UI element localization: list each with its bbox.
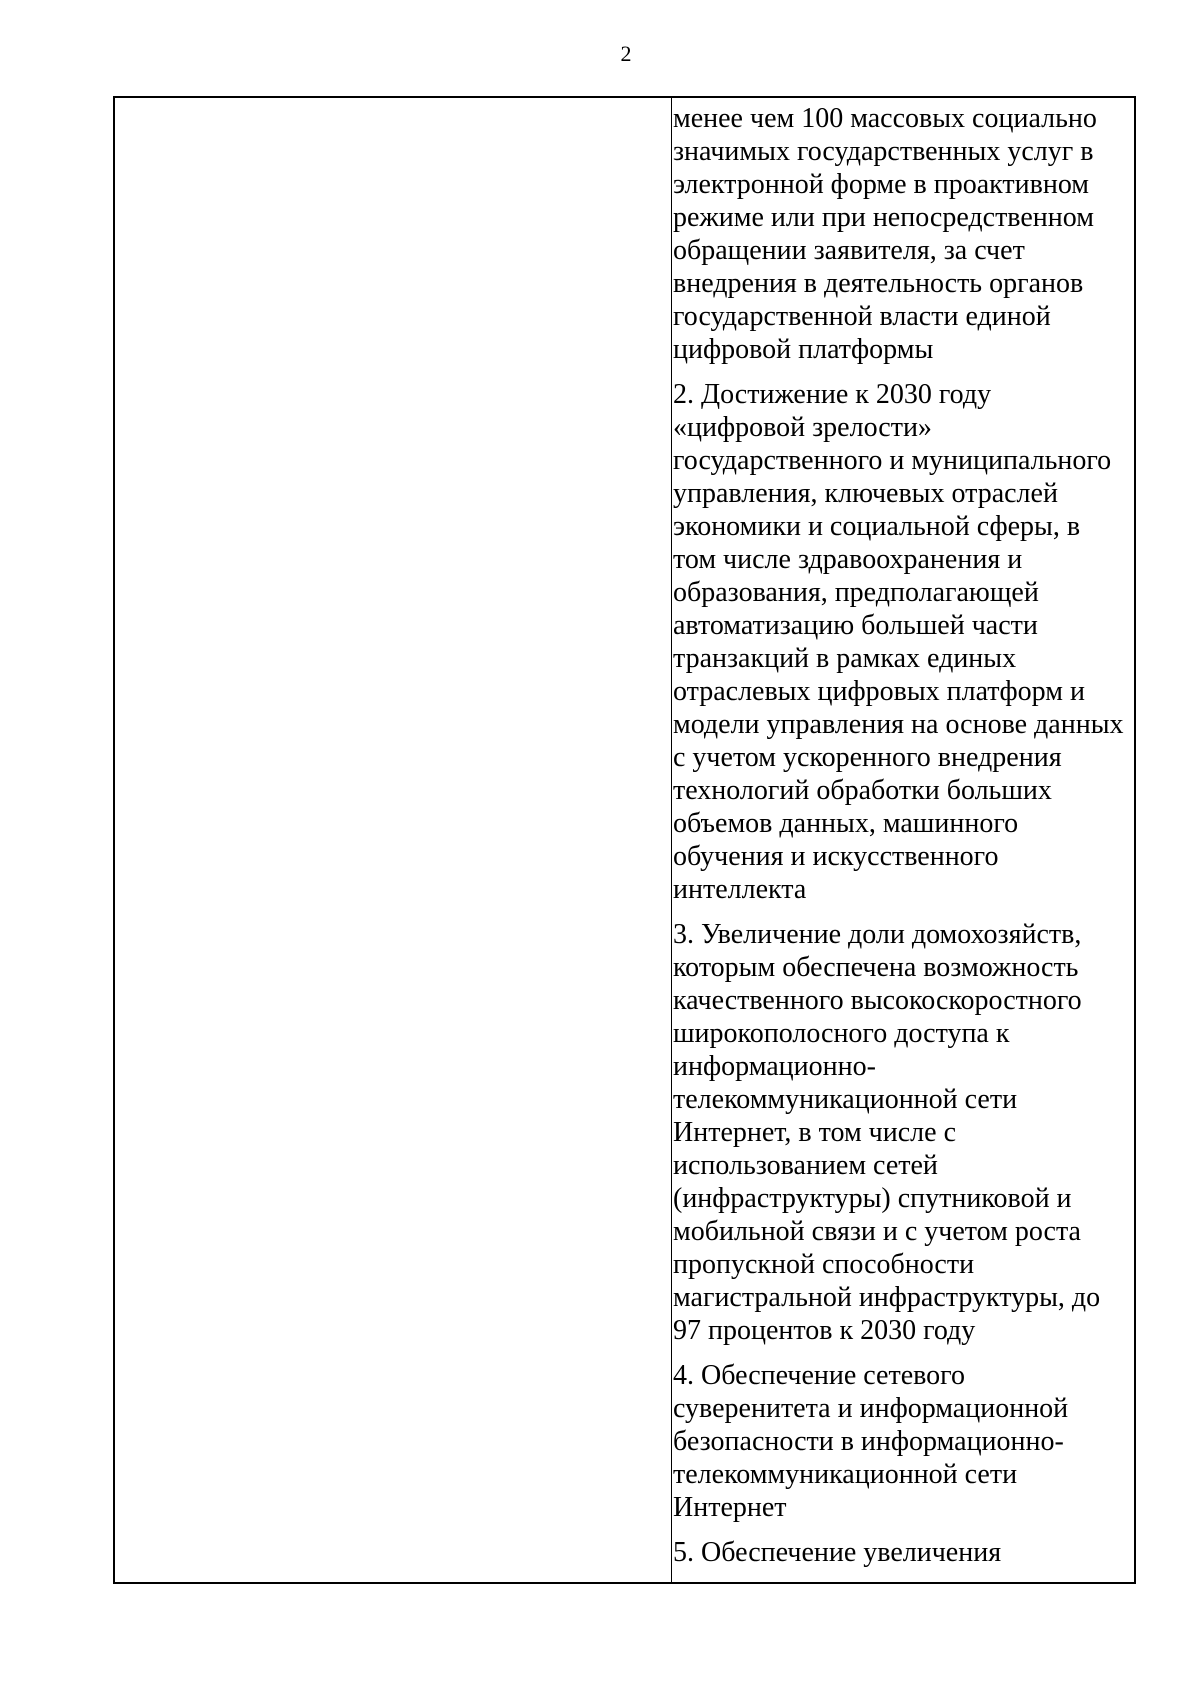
right-cell bbox=[673, 102, 1135, 1581]
list-item: 5. Обеспечение увеличения bbox=[673, 1537, 1002, 1568]
list-item: 4. Обеспечение сетевого суверенитета и информационной безопасности в информационно- телекоммуникационной сети Интернет bbox=[673, 1360, 1069, 1523]
list-item: 2. Достижение к 2030 году «цифровой зрелости» государственного и муниципального управления, ключевых отраслей экономики и социальной сферы, в том числе здравоохранения и образования, предполагающей автоматизацию большей части транзакций в рамках единых отраслевых цифровых платформ и модели управления на основе данных с учетом ускоренного внедрения технологий обработки больших объемов данных, машинного обучения и искусственного интеллекта bbox=[673, 379, 1124, 905]
list-item: менее чем 100 массовых социально значимых государственных услуг в электронной форме в проактивном режиме или при непосредственном обращении заявителя, за счет внедрения в деятельность органов государственной власти единой цифровой платформы bbox=[673, 103, 1097, 365]
column-divider bbox=[671, 98, 672, 1582]
document-table bbox=[113, 96, 1136, 1584]
left-cell-empty bbox=[115, 98, 671, 1582]
page-number: 2 bbox=[620, 41, 632, 66]
list-item: 3. Увеличение доли домохозяйств, которым обеспечена возможность качественного высокоскоростного широкополосного доступа к информационно- телекоммуникационной сети Интернет, в том числе с использованием сетей (инфраструктуры) спутниковой и мобильной связи и с учетом роста пропускной способности магистральной инфраструктуры, до 97 процентов к 2030 году bbox=[673, 919, 1101, 1346]
